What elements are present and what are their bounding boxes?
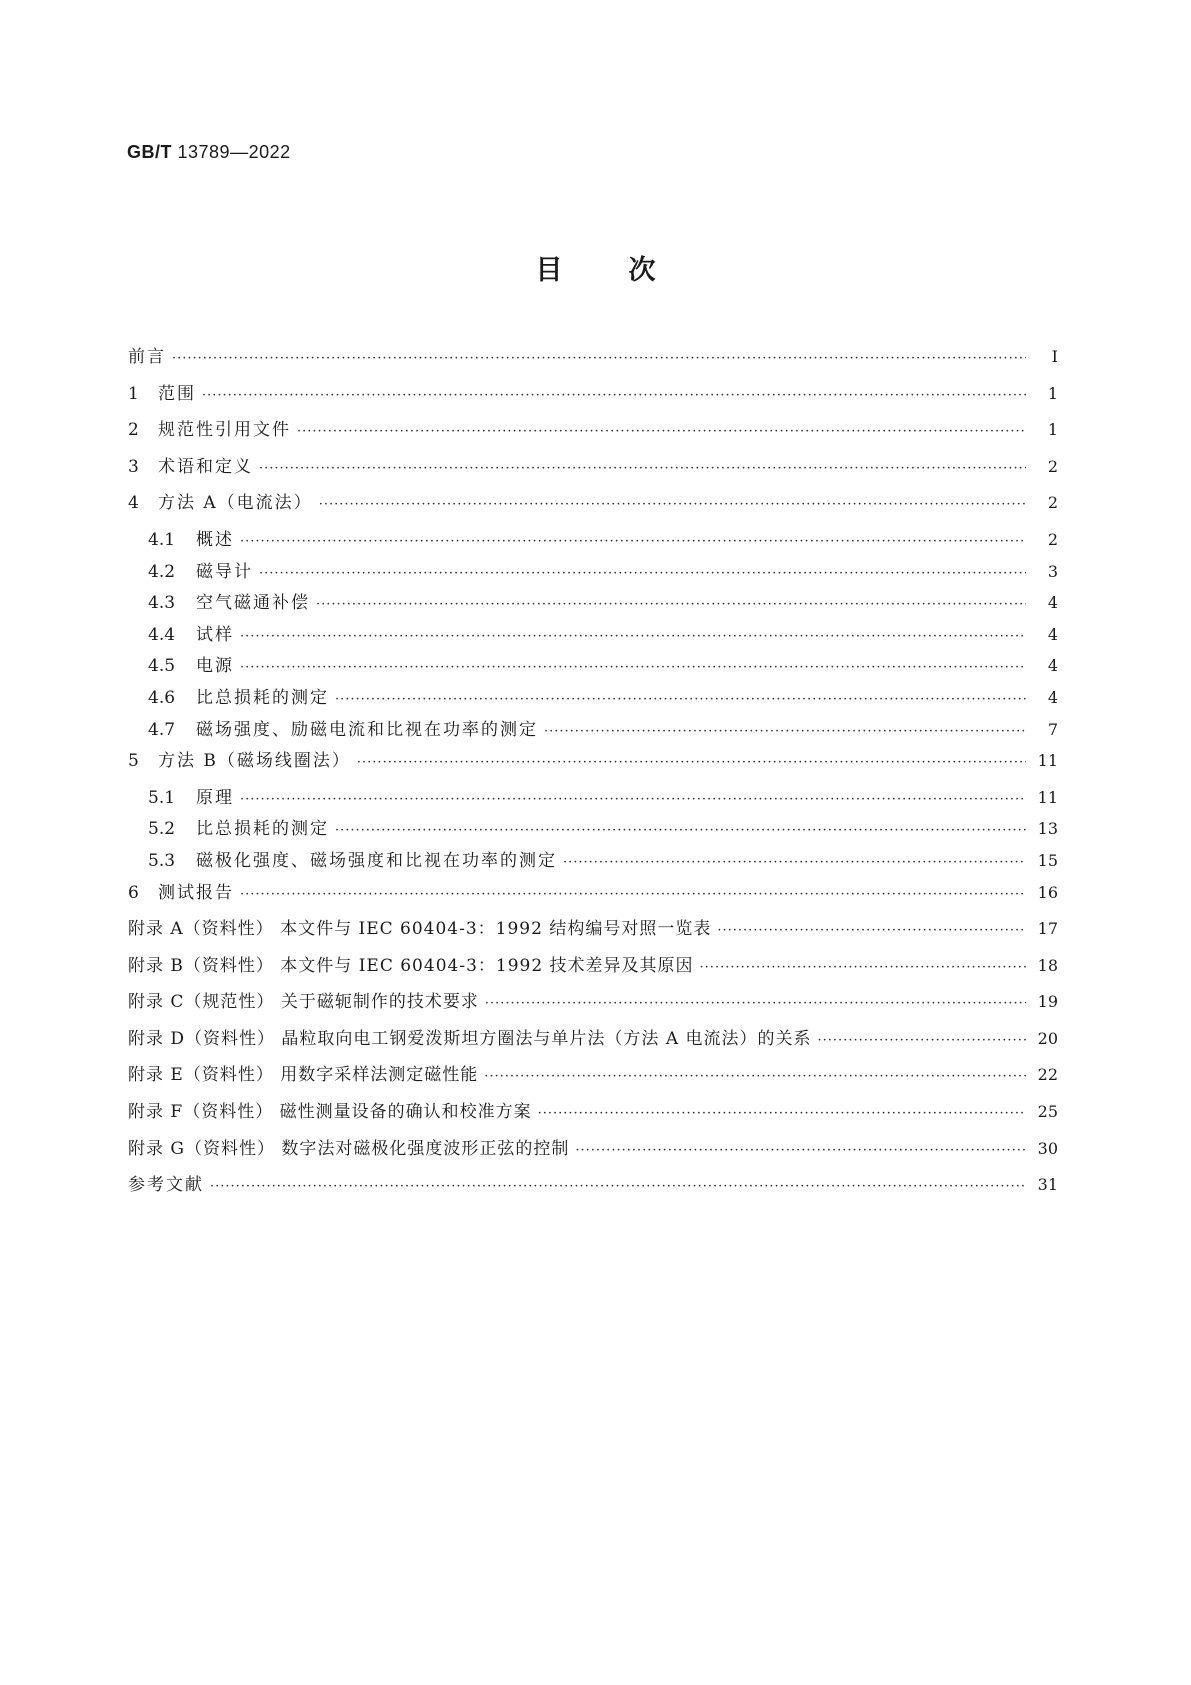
dot-leader	[316, 597, 1026, 612]
dot-leader	[259, 461, 1026, 476]
toc-entry-page: 1	[1047, 420, 1058, 440]
toc-entry[interactable]	[128, 1024, 1058, 1061]
toc-entry-label: 前言	[128, 347, 166, 367]
standard-number: 13789—2022	[177, 142, 291, 162]
toc-entry-page: 18	[1037, 955, 1058, 975]
toc-entry[interactable]	[128, 651, 1058, 683]
toc-entry-page: 25	[1037, 1102, 1058, 1122]
toc-entry-number: 5.1	[148, 787, 176, 808]
toc-entry[interactable]	[128, 620, 1058, 652]
toc-entry-label: 参考文献	[128, 1175, 204, 1196]
toc-entry-page: 7	[1047, 719, 1058, 739]
toc-entry-page: 2	[1047, 456, 1058, 476]
dot-leader	[357, 755, 1026, 770]
toc-entry-page: 13	[1037, 819, 1058, 839]
toc-entry-number: 3	[128, 456, 139, 477]
toc-entry-page: 30	[1037, 1138, 1058, 1158]
toc-entry-page: 19	[1037, 992, 1058, 1012]
dot-leader	[319, 497, 1026, 512]
toc-entry-number: 4.6	[148, 687, 176, 708]
dot-leader	[297, 424, 1026, 439]
toc-entry-label: 磁场强度、励磁电流和比视在功率的测定	[196, 719, 538, 740]
toc-entry-page: 4	[1047, 656, 1058, 676]
toc-entry-number: 4.1	[148, 529, 176, 550]
toc-entry[interactable]	[128, 715, 1058, 747]
toc-entry[interactable]	[128, 1060, 1058, 1097]
toc-entry[interactable]	[128, 783, 1058, 815]
toc-entry-label: 附录 C（规范性） 关于磁轭制作的技术要求	[128, 992, 479, 1013]
toc-entry-label: 比总损耗的测定	[196, 687, 329, 708]
toc-entry-label: 概述	[196, 529, 234, 550]
dot-leader	[335, 823, 1026, 838]
toc-entry-label: 空气磁通补偿	[196, 593, 310, 614]
toc-entry-label: 附录 E（资料性） 用数字采样法测定磁性能	[128, 1065, 479, 1086]
toc-entry-page: 4	[1047, 593, 1058, 613]
page-title: 目次	[535, 255, 722, 286]
standard-code	[127, 142, 291, 163]
toc-entry[interactable]	[128, 1097, 1058, 1134]
toc-entry-label: 附录 B（资料性） 本文件与 IEC 60404-3：1992 技术差异及其原因	[128, 955, 694, 976]
toc-entry-number: 4	[128, 493, 139, 514]
dot-leader	[485, 996, 1026, 1011]
dot-leader	[202, 388, 1026, 403]
toc-entry-page: 1	[1047, 383, 1058, 403]
toc-entry[interactable]	[128, 951, 1058, 988]
dot-leader	[538, 1106, 1026, 1121]
toc-entry-number: 5	[128, 751, 139, 772]
toc-entry-label: 原理	[196, 787, 234, 808]
dot-leader	[575, 1143, 1026, 1158]
toc-entry[interactable]	[128, 488, 1058, 525]
toc-entry[interactable]	[128, 814, 1058, 846]
dot-leader	[240, 660, 1026, 675]
toc-entry-page: 2	[1047, 529, 1058, 549]
toc-entry-page: 4	[1047, 687, 1058, 707]
toc-entry-page: 15	[1037, 850, 1058, 870]
toc-entry-number: 4.2	[148, 561, 176, 582]
toc-entry-page: 11	[1037, 751, 1058, 771]
toc-entry-number: 1	[128, 383, 139, 404]
toc-entry-number: 5.2	[148, 819, 176, 840]
toc-entry-label: 附录 G（资料性） 数字法对磁极化强度波形正弦的控制	[128, 1138, 570, 1159]
toc-entry-page: 16	[1037, 882, 1058, 902]
toc-entry-label: 范围	[158, 383, 196, 404]
toc-entry-page: 3	[1047, 561, 1058, 581]
table-of-contents	[128, 342, 1058, 1207]
dot-leader	[240, 629, 1026, 644]
dot-leader	[210, 1179, 1026, 1194]
dot-leader	[544, 724, 1026, 739]
toc-entry-number: 2	[128, 420, 139, 441]
toc-entry-page: 31	[1037, 1175, 1058, 1195]
toc-entry[interactable]	[128, 914, 1058, 951]
toc-entry[interactable]	[128, 452, 1058, 489]
toc-entry-page: 22	[1037, 1065, 1058, 1085]
dot-leader	[700, 960, 1026, 975]
toc-entry-label: 方法 B（磁场线圈法）	[158, 751, 351, 772]
toc-entry-number: 5.3	[148, 850, 176, 871]
toc-entry-page: 4	[1047, 624, 1058, 644]
toc-entry[interactable]	[128, 379, 1058, 416]
toc-entry-page: 11	[1037, 787, 1058, 807]
toc-entry-page: Ⅰ	[1051, 347, 1058, 366]
toc-entry[interactable]	[128, 525, 1058, 557]
toc-entry-label: 附录 F（资料性） 磁性测量设备的确认和校准方案	[128, 1102, 532, 1123]
dot-leader	[240, 887, 1026, 902]
standard-prefix: GB/T	[127, 142, 172, 162]
toc-entry[interactable]	[128, 987, 1058, 1024]
toc-entry-page: 20	[1037, 1028, 1058, 1048]
toc-entry-label: 电源	[196, 656, 234, 677]
toc-entry[interactable]	[128, 415, 1058, 452]
toc-entry-number: 4.4	[148, 624, 176, 645]
toc-entry-number: 4.3	[148, 593, 176, 614]
toc-entry-page: 2	[1047, 493, 1058, 513]
toc-entry-label: 方法 A（电流法）	[158, 493, 313, 514]
toc-entry[interactable]	[128, 1170, 1058, 1207]
toc-entry[interactable]	[128, 588, 1058, 620]
toc-entry-label: 比总损耗的测定	[196, 819, 329, 840]
toc-entry-label: 规范性引用文件	[158, 420, 291, 441]
toc-entry-label: 术语和定义	[158, 456, 253, 477]
toc-entry-label: 附录 D（资料性） 晶粒取向电工钢爱泼斯坦方圈法与单片法（方法 A 电流法）的关系	[128, 1028, 812, 1049]
dot-leader	[484, 1069, 1026, 1084]
dot-leader	[259, 566, 1026, 581]
toc-entry[interactable]	[128, 746, 1058, 783]
toc-entry-label: 磁极化强度、磁场强度和比视在功率的测定	[196, 850, 557, 871]
toc-entry[interactable]	[128, 683, 1058, 715]
dot-leader	[818, 1033, 1026, 1048]
dot-leader	[240, 792, 1026, 807]
toc-entry-label: 测试报告	[158, 882, 234, 903]
dot-leader	[563, 855, 1026, 870]
dot-leader	[717, 923, 1026, 938]
toc-entry-label: 附录 A（资料性） 本文件与 IEC 60404-3：1992 结构编号对照一览表	[128, 919, 712, 940]
dot-leader	[335, 692, 1026, 707]
toc-entry[interactable]	[128, 557, 1058, 589]
toc-entry-label: 磁导计	[196, 561, 253, 582]
toc-entry-label: 试样	[196, 624, 234, 645]
dot-leader	[240, 534, 1026, 549]
toc-entry[interactable]	[128, 1134, 1058, 1171]
toc-entry-number: 4.5	[148, 656, 176, 677]
toc-entry[interactable]	[128, 846, 1058, 878]
toc-entry-number: 4.7	[148, 719, 176, 740]
toc-entry[interactable]	[128, 878, 1058, 915]
toc-entry-number: 6	[128, 882, 139, 903]
toc-entry-page: 17	[1037, 919, 1058, 939]
toc-entry[interactable]	[128, 342, 1058, 379]
dot-leader	[172, 351, 1026, 366]
